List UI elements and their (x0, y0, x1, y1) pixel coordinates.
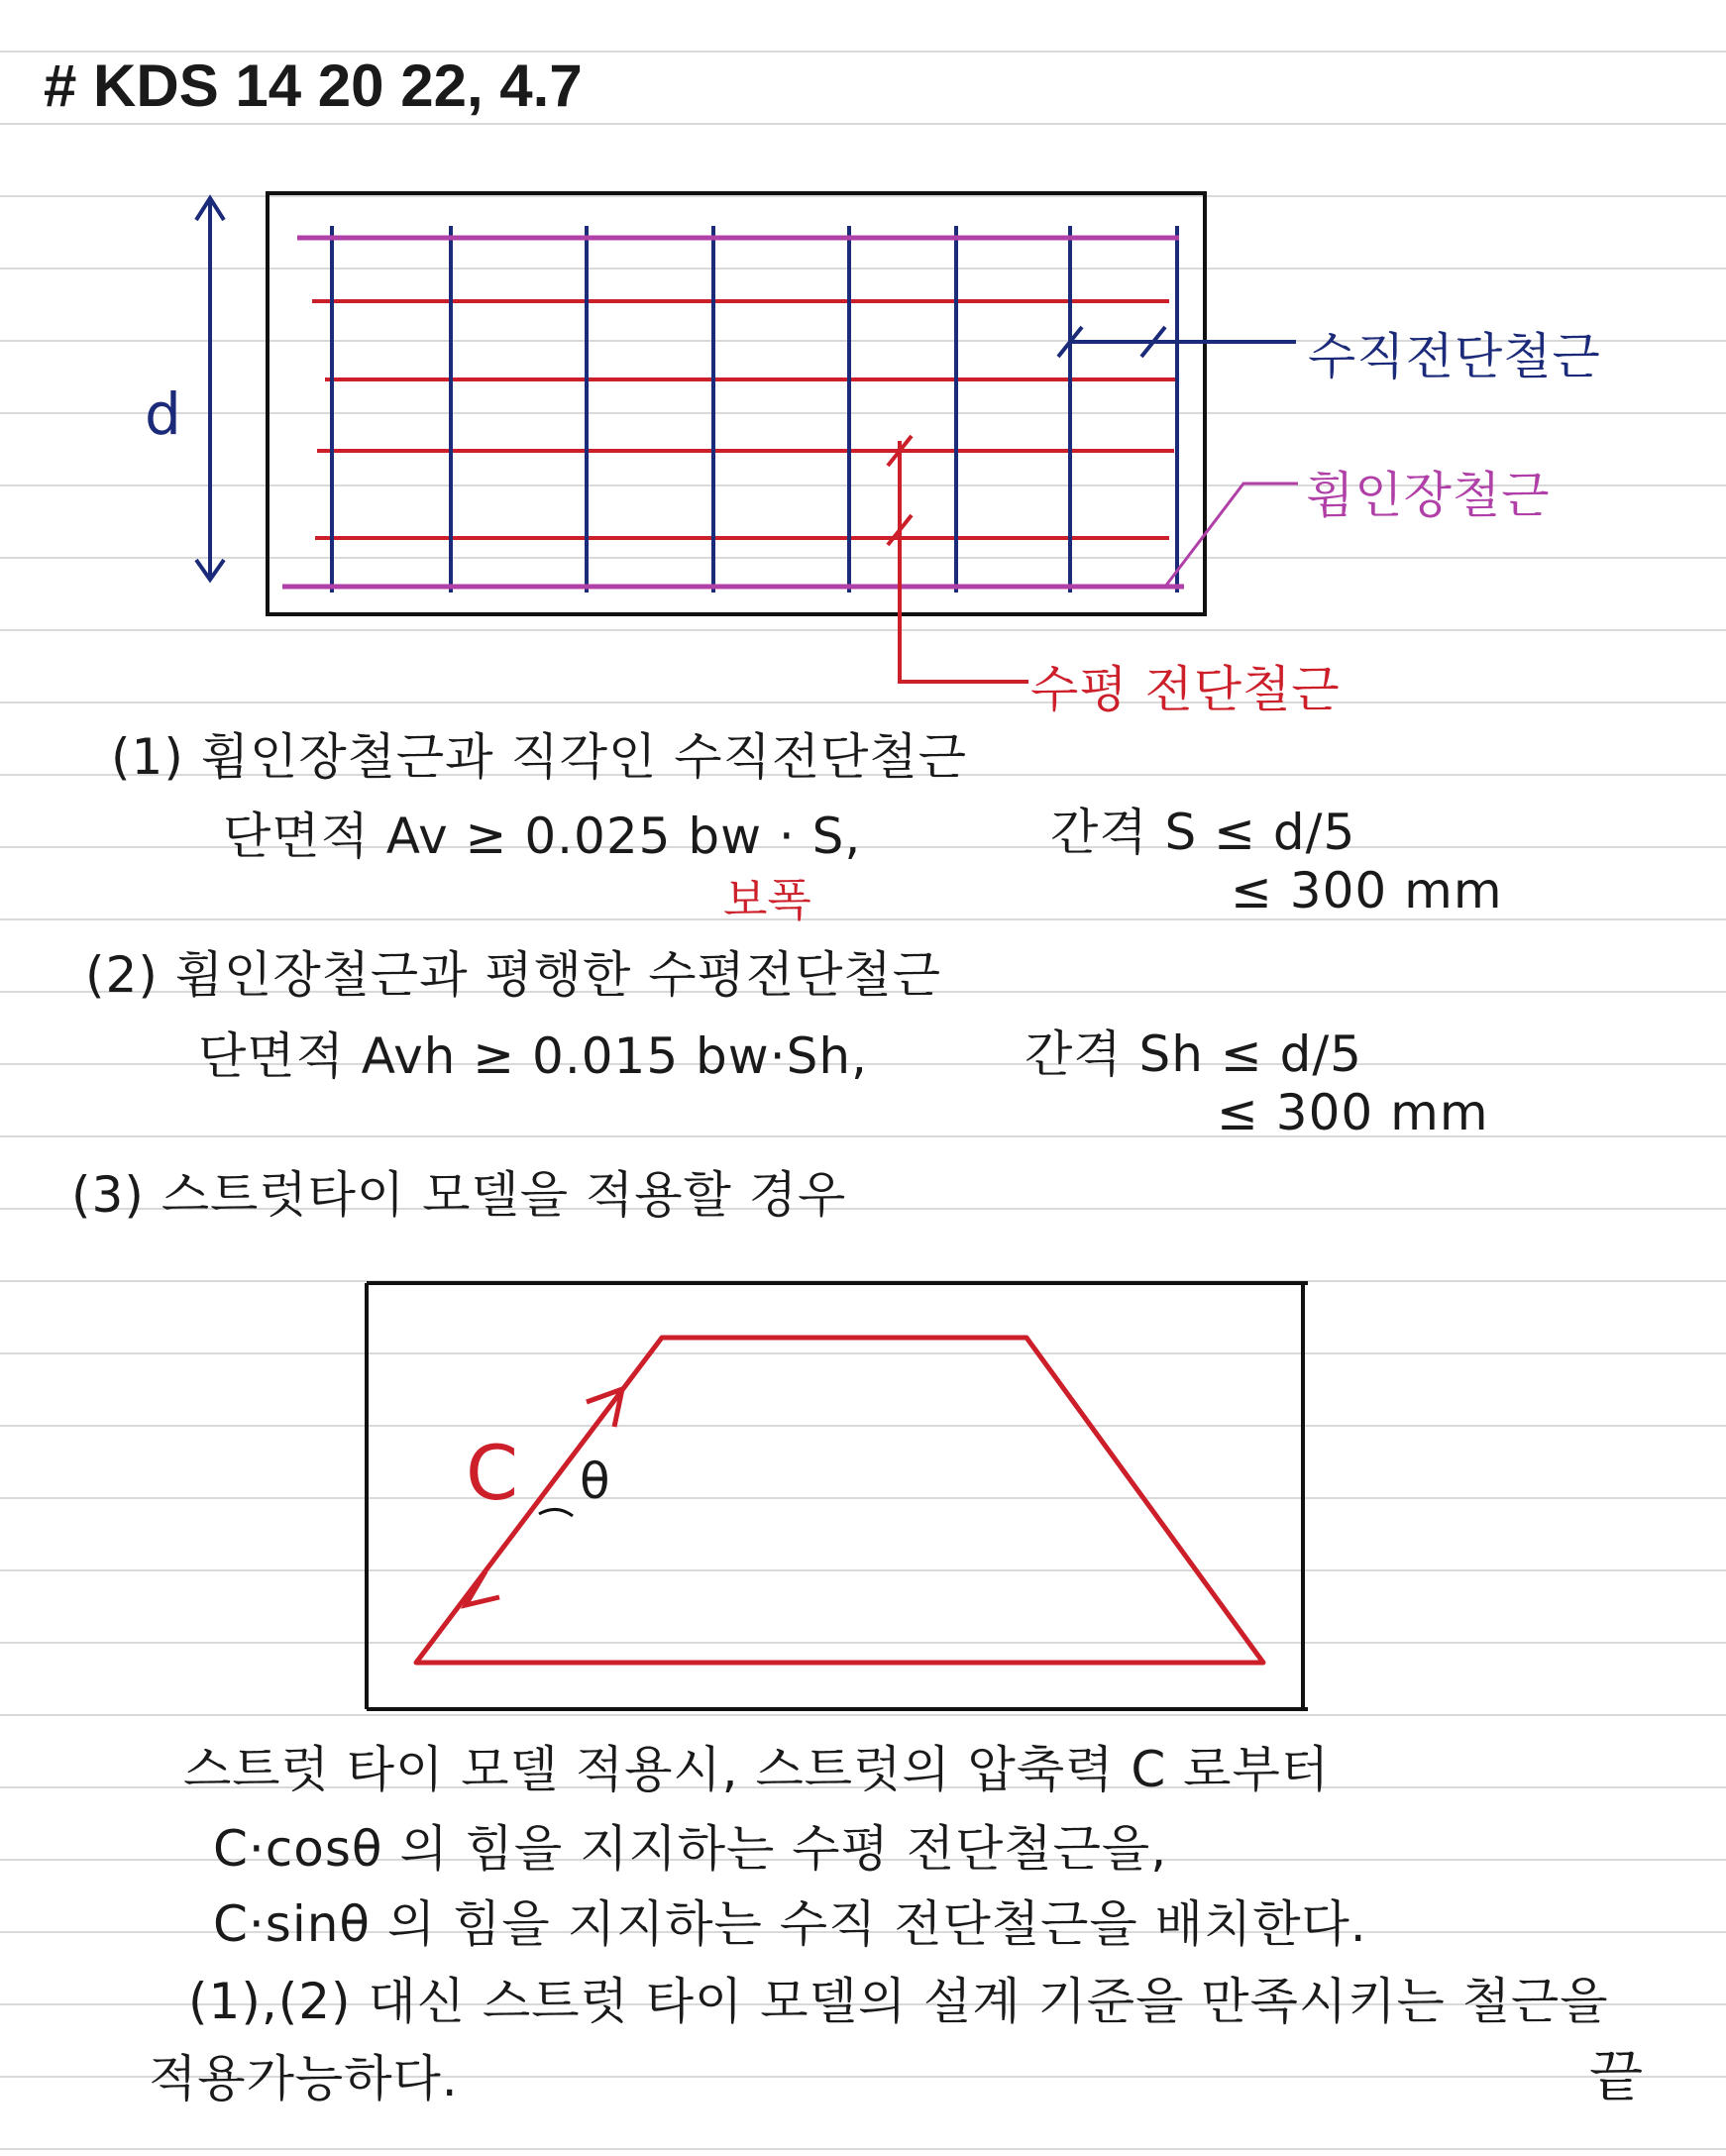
conclusion-line-4: (1),(2) 대신 스트럿 타이 모델의 설계 기준을 만족시키는 철근을 (188, 1973, 1609, 2030)
item-1-note: 보폭 (723, 873, 811, 926)
item-1-formula: 단면적 Av ≥ 0.025 bw · S, (223, 808, 862, 865)
conclusion-line-5: 적용가능하다. (149, 2050, 459, 2107)
end-mark: 끝 (1589, 2045, 1644, 2109)
tension-bar-label: 휨인장철근 (1306, 467, 1551, 524)
item-1-spacing: 간격 S ≤ d/5 (1050, 804, 1356, 861)
depth-label: d (145, 380, 182, 448)
force-label: C (466, 1429, 519, 1517)
conclusion-line-3: C·sinθ 의 힘을 지지하는 수직 전단철근을 배치한다. (213, 1895, 1367, 1953)
vertical-shear-label: 수직전단철근 (1308, 328, 1601, 385)
horizontal-shear-label: 수평 전단철근 (1030, 661, 1341, 718)
item-2-formula: 단면적 Avh ≥ 0.015 bw·Sh, (198, 1027, 868, 1085)
item-1-title: (1) 휨인장철근과 직각인 수직전단철근 (111, 728, 968, 786)
depth-dimension-arrow (196, 198, 224, 580)
item-1-limit: ≤ 300 mm (1231, 862, 1503, 919)
horizontal-shear-bars (312, 301, 1177, 538)
tension-label-leader (1165, 484, 1298, 587)
page-heading: # KDS 14 20 22, 4.7 (44, 53, 583, 119)
item-2-limit: ≤ 300 mm (1217, 1084, 1489, 1141)
section-outline (268, 193, 1205, 614)
item-2-spacing: 간격 Sh ≤ d/5 (1025, 1025, 1362, 1083)
conclusion-line-2: C·cosθ 의 힘을 지지하는 수평 전단철근을, (213, 1820, 1168, 1878)
conclusion-line-1: 스트럿 타이 모델 적용시, 스트럿의 압축력 C 로부터 (183, 1741, 1331, 1798)
item-2-title: (2) 휨인장철근과 평행한 수평전단철근 (85, 946, 942, 1004)
flexural-tension-bars (282, 238, 1184, 587)
item-3-title: (3) 스트럿타이 모델을 적용할 경우 (71, 1166, 847, 1224)
angle-label: θ (580, 1453, 610, 1510)
